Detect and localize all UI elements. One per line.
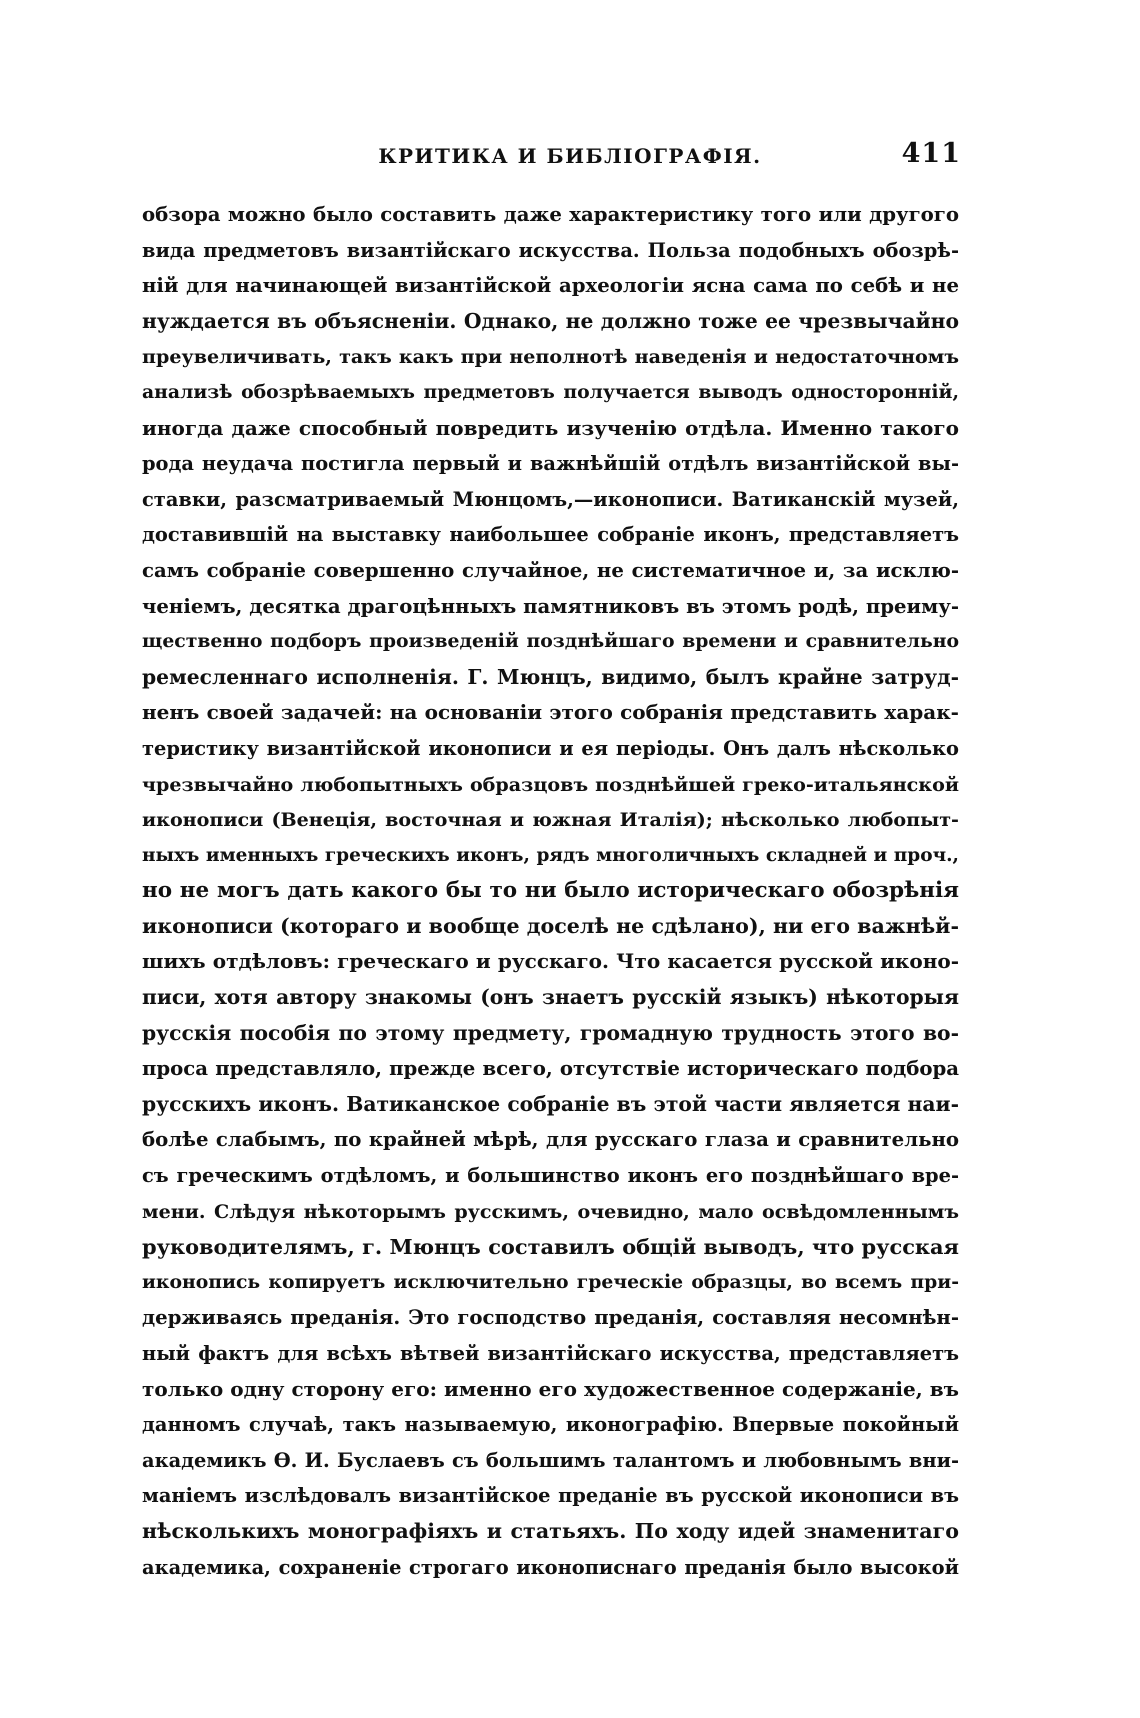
text-line: теристику византійской иконописи и ея періоды. Онъ далъ нѣсколько bbox=[142, 736, 959, 760]
text-line: шихъ отдѣловъ: греческаго и русскаго. Что касается русской иконо- bbox=[142, 949, 959, 974]
text-line: писи, хотя автору знакомы (онъ знаетъ русскій языкъ) нѣкоторыя bbox=[142, 985, 959, 1010]
text-line: съ греческимъ отдѣломъ, и большинство иконъ его позднѣйшаго вре- bbox=[142, 1164, 959, 1188]
text-line: вида предметовъ византійскаго искусства. Польза подобныхъ обозрѣ- bbox=[142, 238, 959, 262]
text-line: только одну сторону его: именно его художественное содержаніе, въ bbox=[142, 1376, 959, 1401]
text-line: русскія пособія по этому предмету, громадную трудность этого во- bbox=[142, 1020, 959, 1045]
text-line: ный фактъ для всѣхъ вѣтвей византійскаго искусства, представляетъ bbox=[142, 1342, 959, 1365]
text-line: данномъ случаѣ, такъ называемую, иконографію. Впервые покойный bbox=[142, 1413, 959, 1437]
text-line: иконописи (котораго и вообще доселѣ не сдѣлано), ни его важнѣй- bbox=[142, 913, 959, 938]
text-line: но не могъ дать какого бы то ни было историческаго обозрѣнія bbox=[142, 878, 959, 904]
text-line: маніемъ изслѣдовалъ византійское преданіе въ русской иконописи въ bbox=[142, 1484, 959, 1508]
text-line: иконописи (Венеція, восточная и южная Италія); нѣсколько любопыт- bbox=[142, 808, 959, 832]
page-number: 411 bbox=[901, 138, 961, 169]
text-line: иногда даже способный повредить изученію отдѣла. Именно такого bbox=[142, 415, 959, 440]
text-line: обзора можно было составить даже характеристику того или другого bbox=[142, 203, 959, 226]
text-line: мени. Слѣдуя нѣкоторымъ русскимъ, очевидно, мало освѣдомленнымъ bbox=[142, 1199, 959, 1223]
text-line: анализѣ обозрѣваемыхъ предметовъ получается выводъ односторонній, bbox=[142, 380, 959, 403]
text-line: руководителямъ, г. Мюнцъ составилъ общій выводъ, что русская bbox=[142, 1234, 959, 1260]
text-line: нѣсколькихъ монографіяхъ и статьяхъ. По ходу идей знаменитаго bbox=[142, 1518, 959, 1543]
text-line: академикъ Ѳ. И. Буслаевъ съ большимъ талантомъ и любовнымъ вни- bbox=[142, 1448, 959, 1472]
text-line: доставившій на выставку наибольшее собраніе иконъ, представляетъ bbox=[142, 523, 959, 547]
text-line: болѣе слабымъ, по крайней мѣрѣ, для русскаго глаза и сравнительно bbox=[142, 1128, 959, 1152]
running-head bbox=[145, 138, 965, 178]
text-line: преувеличивать, такъ какъ при неполнотѣ наведенія и недостаточномъ bbox=[142, 345, 959, 369]
text-line: щественно подборъ произведеній позднѣйшаго времени и сравнительно bbox=[142, 630, 959, 653]
text-line: чрезвычайно любопытныхъ образцовъ позднѣйшей греко-итальянской bbox=[142, 772, 959, 796]
body-text bbox=[142, 197, 959, 1585]
text-line: ремесленнаго исполненія. Г. Мюнцъ, видимо, былъ крайне затруд- bbox=[142, 664, 959, 689]
text-line: ныхъ именныхъ греческихъ иконъ, рядъ многоличныхъ складней и проч., bbox=[142, 844, 959, 866]
text-line: ченіемъ, десятка драгоцѣнныхъ памятниковъ въ этомъ родѣ, преиму- bbox=[142, 594, 959, 618]
running-title: КРИТИКА И БИБЛІОГРАФІЯ. bbox=[378, 144, 762, 168]
text-line: иконопись копируетъ исключительно греческіе образцы, во всемъ при- bbox=[142, 1270, 959, 1293]
text-line: держиваясь преданія. Это господство преданія, составляя несомнѣн- bbox=[142, 1306, 959, 1330]
text-line: ній для начинающей византійской археологіи ясна сама по себѣ и не bbox=[142, 274, 959, 298]
text-line: самъ собраніе совершенно случайное, не систематичное и, за исклю- bbox=[142, 558, 959, 582]
text-line: нуждается въ объясненіи. Однако, не должно тоже ее чрезвычайно bbox=[142, 308, 959, 333]
text-line: русскихъ иконъ. Ватиканское собраніе въ этой части является наи- bbox=[142, 1091, 959, 1116]
text-line: академика, сохраненіе строгаго иконописнаго преданія было высокой bbox=[142, 1555, 959, 1579]
text-line: рода неудача постигла первый и важнѣйшій отдѣлъ византійской вы- bbox=[142, 452, 959, 476]
text-line: ненъ своей задачей: на основаніи этого собранія представить харак- bbox=[142, 700, 959, 725]
text-line: ставки, разсматриваемый Мюнцомъ,—иконописи. Ватиканскій музей, bbox=[142, 487, 959, 511]
text-line: проса представляло, прежде всего, отсутствіе историческаго подбора bbox=[142, 1057, 959, 1081]
